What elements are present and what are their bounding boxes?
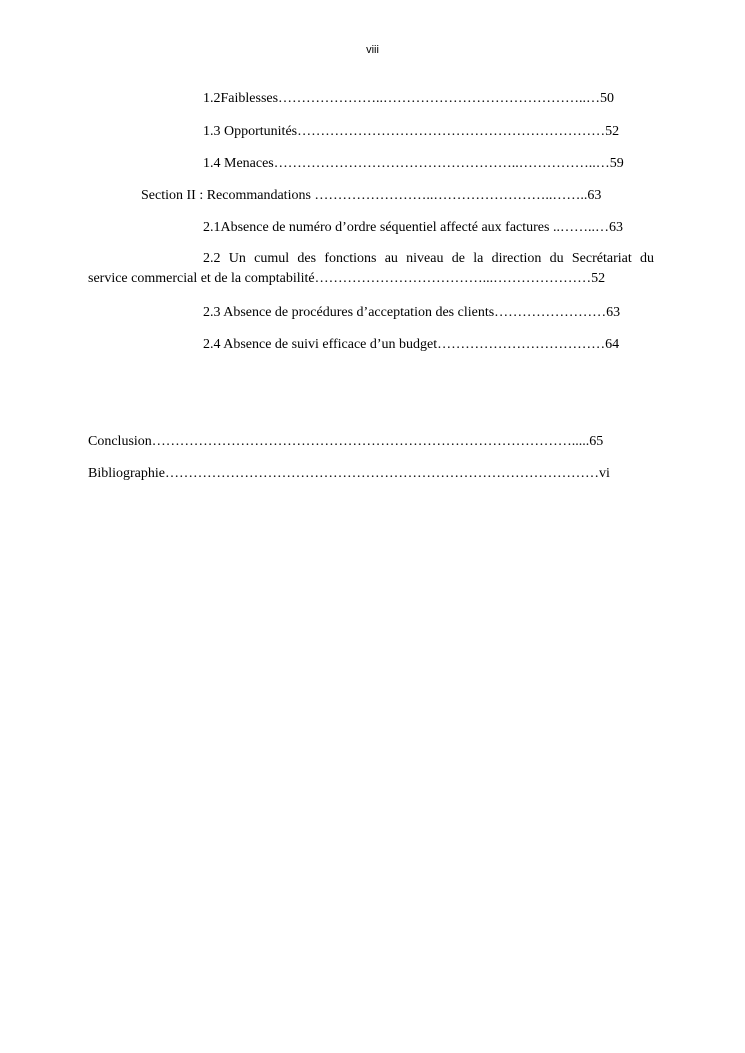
toc-entry-section-ii: Section II : Recommandations ……………………..……………………..……..63 xyxy=(141,188,602,203)
toc-entry-2-1: 2.1Absence de numéro d’ordre séquentiel affecté aux factures ..……..…63 xyxy=(203,220,623,235)
toc-entry-bibliographie: Bibliographie…………………………………………………………………………………vi xyxy=(88,466,610,481)
toc-entry-2-3: 2.3 Absence de procédures d’acceptation des clients……………………63 xyxy=(203,305,621,320)
toc-entry-menaces: 1.4 Menaces……………………………………………..……………..…59 xyxy=(203,156,624,171)
toc-entry-2-4: 2.4 Absence de suivi efficace d’un budget………………………………64 xyxy=(203,337,620,352)
toc-entry-faiblesses: 1.2Faiblesses…………………..……………………………………..…50 xyxy=(203,91,615,106)
toc-entry-conclusion: Conclusion……………………………………………………………………………….....65 xyxy=(88,434,604,449)
toc-entry-2-2-line1: 2.2 Un cumul des fonctions au niveau de la direction du Secrétariat du xyxy=(203,251,654,266)
toc-entry-opportunites: 1.3 Opportunités…………………………………………………………52 xyxy=(203,124,620,139)
toc-entry-2-2-line2: service commercial et de la comptabilité………………………………...…………………52 xyxy=(88,271,606,286)
page-number: viii xyxy=(366,44,379,56)
